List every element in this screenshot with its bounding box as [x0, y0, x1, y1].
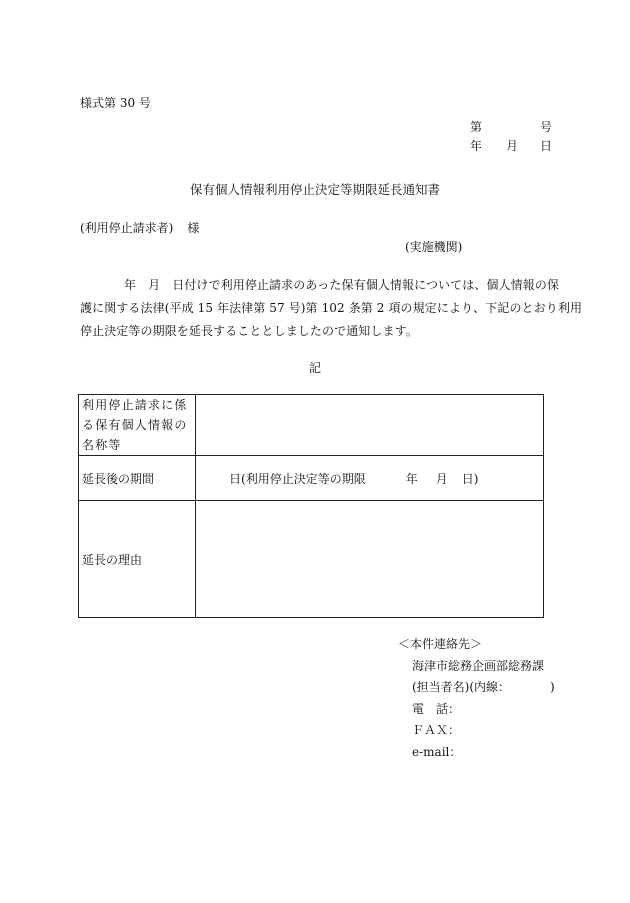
extension-period-value — [196, 456, 544, 501]
recipient-honorific: 様 — [187, 221, 200, 235]
info-name-value — [196, 395, 544, 456]
body-year: 年 — [124, 278, 137, 292]
contact-email: e-mail： — [412, 744, 462, 759]
info-name-label: 利用停止請求に係る保有個人情報の名称等 — [82, 398, 188, 452]
body-month: 月 — [148, 278, 161, 292]
contact-department: 海津市総務企画部総務課 — [412, 658, 545, 673]
table-label-info-name — [79, 395, 196, 456]
doc-number-prefix: 第 — [470, 120, 483, 134]
table-row — [79, 501, 544, 618]
ext-year: 年 — [405, 471, 418, 486]
date-day: 日 — [540, 139, 553, 153]
ki-heading: 記 — [308, 361, 321, 375]
extension-reason-value — [196, 501, 544, 618]
ext-month: 月 — [435, 471, 448, 486]
body-paragraph — [80, 274, 583, 343]
body-line-2: 護に関する法律(平成 15 年法律第 57 号)第 102 条第 2 項の規定により、下記のとおり利用 — [80, 301, 583, 315]
date-month: 月 — [506, 139, 519, 153]
details-table — [78, 394, 544, 618]
extension-period-label: 延長後の期間 — [79, 456, 196, 501]
ext-end: 日) — [461, 471, 479, 486]
ext-text: (利用停止決定等の期限 — [241, 471, 366, 486]
extension-reason-label: 延長の理由 — [79, 501, 196, 618]
contact-fax: ＦＡＸ： — [412, 723, 461, 737]
document-title: 保有個人情報利用停止決定等期限延長通知書 — [189, 182, 440, 197]
body-line-3: 停止決定等の期限を延長することとしましたので通知します。 — [80, 324, 418, 338]
contact-person-close: ) — [550, 680, 555, 694]
contact-person — [398, 677, 555, 699]
agency: (実施機関) — [405, 240, 463, 254]
date-year: 年 — [470, 139, 483, 153]
ext-day: 日 — [229, 471, 242, 486]
doc-number-suffix: 号 — [540, 120, 553, 134]
body-line-1-rest: 日付けで利用停止請求のあった保有個人情報については、個人情報の保 — [172, 278, 560, 292]
body-line-1 — [80, 274, 560, 297]
contact-heading: ＜本件連絡先＞ — [398, 637, 483, 651]
table-row — [79, 456, 544, 501]
table-row — [79, 395, 544, 456]
contact-block — [398, 634, 555, 763]
contact-phone: 電 話： — [412, 701, 461, 716]
form-number: 様式第 30 号 — [80, 96, 151, 110]
contact-person-label: (担当者名)(内線： — [412, 680, 511, 694]
recipient-label: (利用停止請求者) — [80, 221, 174, 235]
recipient — [80, 219, 199, 236]
